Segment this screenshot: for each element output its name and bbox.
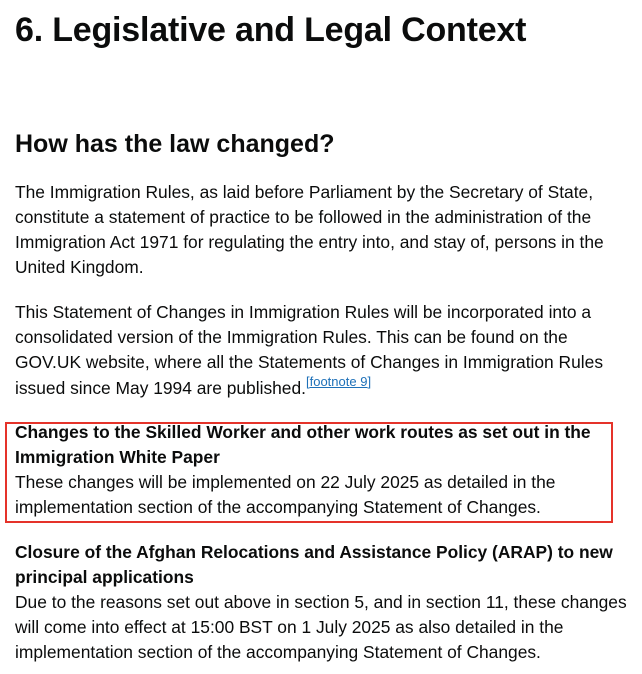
subsection-heading: How has the law changed? xyxy=(15,130,335,158)
paragraph-statement-of-changes xyxy=(15,300,627,401)
paragraph-statement-of-changes-text: This Statement of Changes in Immigration Rules will be incorporated into a consolidated version of the Immigration Rules. This can be found on the GOV.UK website, where all the Statements of Changes in Immigration Rules issued since May 1994 are published. xyxy=(15,302,604,398)
change-item-skilled-worker xyxy=(15,420,627,520)
change-title: Closure of the Afghan Relocations and Assistance Policy (ARAP) to new principal applications xyxy=(15,542,613,587)
paragraph-immigration-rules: The Immigration Rules, as laid before Parliament by the Secretary of State, constitute a statement of practice to be followed in the administration of the Immigration Act 1971 for regulating the entry into, and stay of, persons in the United Kingdom. xyxy=(15,182,604,277)
change-item-arap-closure xyxy=(15,540,627,665)
section-title: 6. Legislative and Legal Context xyxy=(15,11,527,49)
change-body: Due to the reasons set out above in section 5, and in section 11, these changes will come into effect at 15:00 BST on 1 July 2025 as also detailed in the implementation section of the accompanying Statement of Changes. xyxy=(15,592,627,662)
change-title: Changes to the Skilled Worker and other work routes as set out in the Immigration White Paper xyxy=(15,422,591,467)
footnote-link[interactable]: [footnote 9] xyxy=(306,374,372,389)
change-body: These changes will be implemented on 22 July 2025 as detailed in the implementation section of the accompanying Statement of Changes. xyxy=(15,472,556,517)
